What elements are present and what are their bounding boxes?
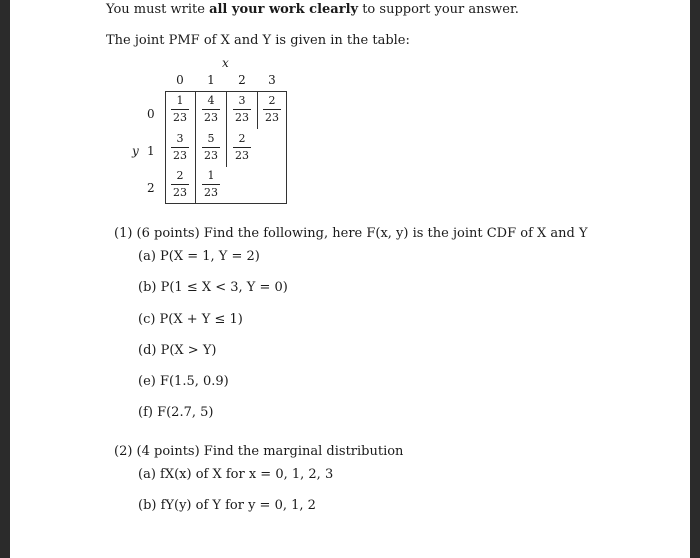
- q1-item-a: (a) P(X = 1, Y = 2): [138, 249, 260, 264]
- q1-item-f: (f) F(2.7, 5): [138, 405, 214, 420]
- q2-header: (2) (4 points) Find the marginal distribution: [114, 444, 404, 459]
- pmf-cell-0-0: 1 23: [173, 94, 187, 124]
- q1-header: (1) (6 points) Find the following, here F(x, y) is the joint CDF of X and Y: [114, 226, 588, 241]
- column-separator: [257, 91, 258, 129]
- y-axis-label: y: [132, 144, 139, 158]
- q2-item-b: (b) fY(y) of Y for y = 0, 1, 2: [138, 498, 316, 513]
- col-header-3: 3: [268, 73, 276, 87]
- q2-item-a: (a) fX(x) of X for x = 0, 1, 2, 3: [138, 467, 334, 482]
- col-header-1: 1: [207, 73, 215, 87]
- row-header-2: 2: [147, 181, 155, 195]
- right-dark-edge: [690, 0, 700, 558]
- x-axis-label: x: [222, 56, 229, 70]
- instruction-line: You must write all your work clearly to support your answer.: [106, 2, 519, 17]
- table-intro: The joint PMF of X and Y is given in the table:: [106, 33, 410, 48]
- column-separator: [226, 91, 227, 167]
- pmf-cell-2-1: 1 23: [204, 169, 218, 199]
- pmf-cell-1-2: 2 23: [235, 132, 249, 162]
- pmf-cell-0-3: 2 23: [265, 94, 279, 124]
- pmf-cell-2-0: 2 23: [173, 169, 187, 199]
- col-header-2: 2: [238, 73, 246, 87]
- left-dark-edge: [0, 0, 10, 558]
- pmf-cell-0-1: 4 23: [204, 94, 218, 124]
- q1-item-b: (b) P(1 ≤ X < 3, Y = 0): [138, 280, 288, 295]
- row-header-0: 0: [147, 107, 155, 121]
- col-header-0: 0: [176, 73, 184, 87]
- column-separator: [195, 91, 196, 204]
- q1-item-c: (c) P(X + Y ≤ 1): [138, 312, 243, 327]
- pmf-cell-1-0: 3 23: [173, 132, 187, 162]
- pmf-cell-1-1: 5 23: [204, 132, 218, 162]
- q1-item-d: (d) P(X > Y): [138, 343, 217, 358]
- row-header-1: 1: [147, 144, 155, 158]
- q1-item-e: (e) F(1.5, 0.9): [138, 374, 229, 389]
- pmf-cell-0-2: 3 23: [235, 94, 249, 124]
